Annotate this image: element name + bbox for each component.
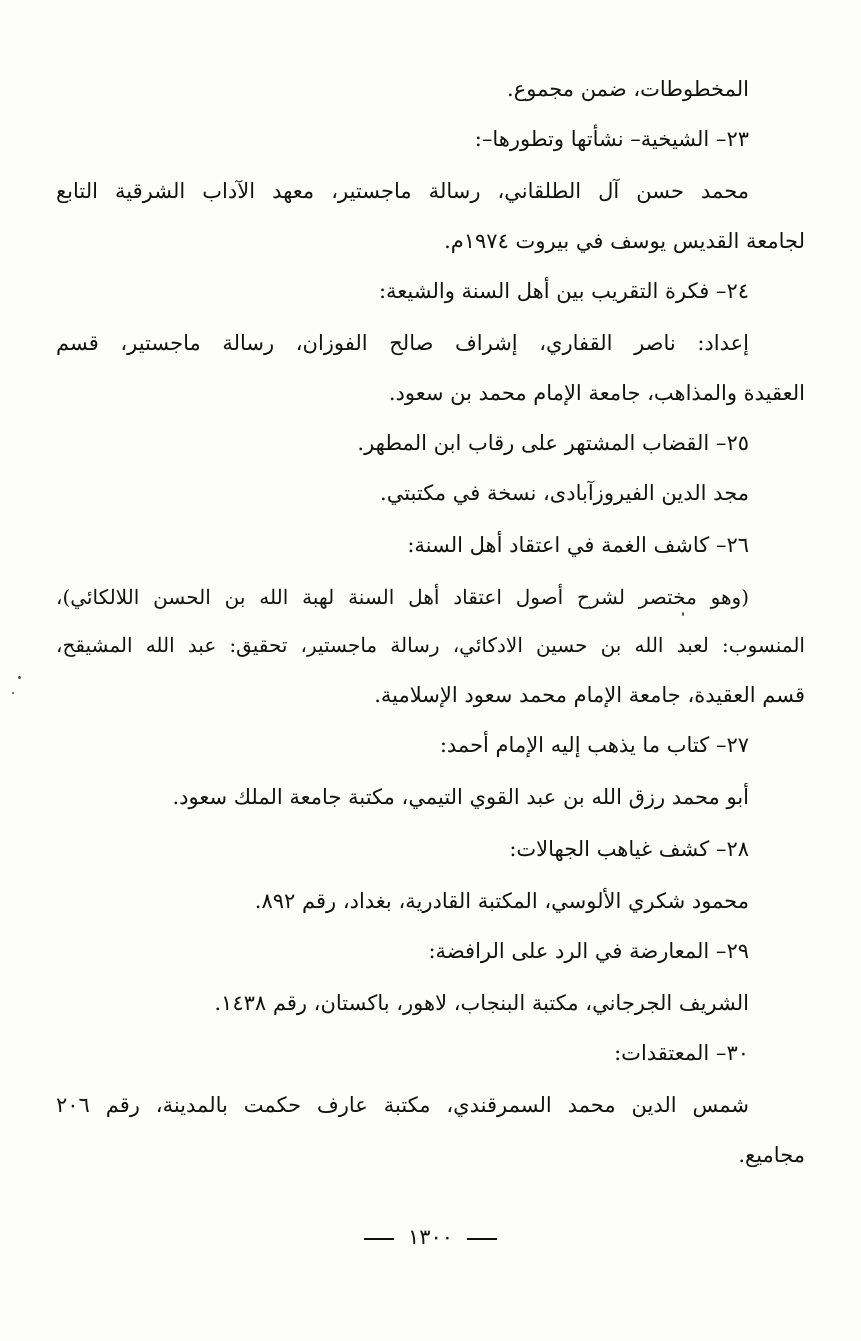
scan-speck (12, 692, 14, 694)
entry-26-line-2: المنسوب: لعبد الله بن حسين الادكائي، رسالة ماجستير، تحقيق: عبد الله المشيقح، (56, 633, 805, 657)
entry-heading-25: ٢٥– القضاب المشتهر على رقاب ابن المطهر. (357, 431, 749, 455)
page-number-value: ١٣٠٠ (407, 1225, 454, 1249)
entry-heading-23: ٢٣– الشيخية– نشأتها وتطورها–: (474, 127, 749, 151)
entry-28-line-1: محمود شكري الألوسي، المكتبة القادرية، بغداد، رقم ٨٩٢. (254, 889, 749, 913)
entry-24-line-1: إعداد: ناصر القفاري، إشراف صالح الفوزان، رسالة ماجستير، قسم (56, 331, 749, 355)
entry-heading-30: ٣٠– المعتقدات: (614, 1041, 749, 1065)
entry-heading-29: ٢٩– المعارضة في الرد على الرافضة: (428, 939, 749, 963)
page-number-dash-left (467, 1238, 497, 1240)
entry-heading-24: ٢٤– فكرة التقريب بين أهل السنة والشيعة: (378, 279, 749, 303)
entry-23-line-1: محمد حسن آل الطلقاني، رسالة ماجستير، معهد الآداب الشرقية التابع (56, 179, 749, 203)
entry-26-line-3: قسم العقيدة، جامعة الإمام محمد سعود الإسلامية. (374, 683, 805, 707)
text-line-1: المخطوطات، ضمن مجموع. (507, 77, 749, 101)
scan-speck (18, 676, 21, 679)
entry-25-line-1: مجد الدين الفيروزآبادى، نسخة في مكتبتي. (380, 481, 749, 505)
entry-heading-28: ٢٨– كشف غياهب الجهالات: (509, 837, 749, 861)
page-number (0, 1222, 861, 1252)
entry-30-line-1: شمس الدين محمد السمرقندي، مكتبة عارف حكمت بالمدينة، رقم ٢٠٦ (56, 1093, 749, 1117)
entry-29-line-1: الشريف الجرجاني، مكتبة البنجاب، لاهور، باكستان، رقم ١٤٣٨. (214, 991, 749, 1015)
entry-heading-27: ٢٧– كتاب ما يذهب إليه الإمام أحمد: (439, 733, 749, 757)
entry-23-line-2: لجامعة القديس يوسف في بيروت ١٩٧٤م. (444, 229, 805, 253)
entry-27-line-1: أبو محمد رزق الله بن عبد القوي التيمي، مكتبة جامعة الملك سعود. (172, 785, 749, 809)
entry-30-line-2: مجاميع. (738, 1143, 805, 1167)
entry-24-line-2: العقيدة والمذاهب، جامعة الإمام محمد بن سعود. (388, 381, 805, 405)
scan-speck (682, 612, 684, 616)
page-number-dash-right (364, 1238, 394, 1240)
entry-heading-26: ٢٦– كاشف الغمة في اعتقاد أهل السنة: (407, 533, 749, 557)
entry-26-line-1: (وهو مختصر لشرح أصول اعتقاد أهل السنة لهبة الله بن الحسن اللالكائي)، (56, 585, 749, 609)
